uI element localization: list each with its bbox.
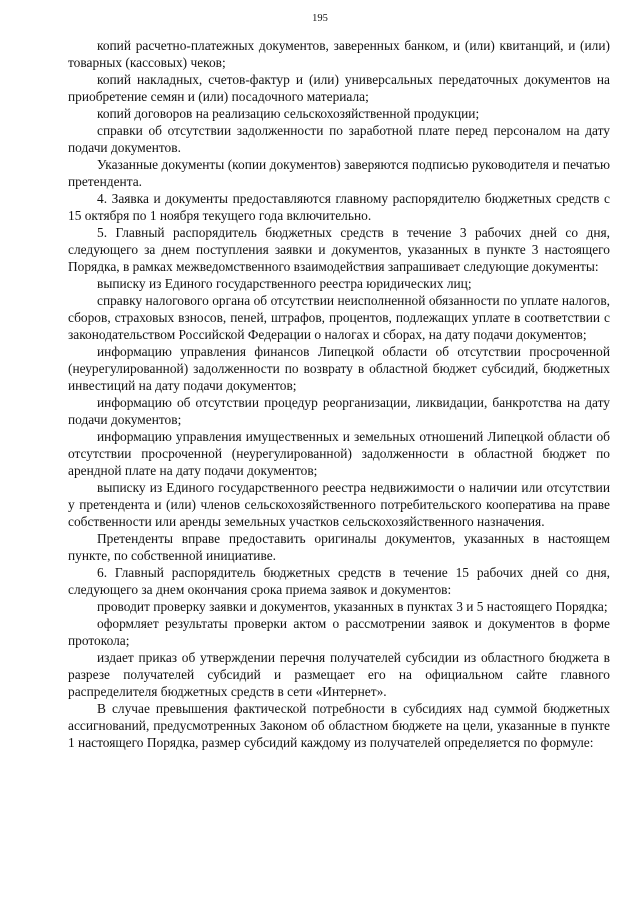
paragraph: 5. Главный распорядитель бюджетных средств в течение 3 рабочих дней со дня, следующего за днем поступления заявки и документов, указанных в пункте 3 настоящего Порядка, в рамках межведомственного взаимодействия запрашивает следующие документы: (68, 225, 610, 274)
paragraph: информацию управления имущественных и земельных отношений Липецкой области об отсутствии просроченной (неурегулированной) задолженности в областной бюджет по арендной плате на дату подачи документов; (68, 429, 610, 478)
paragraph: справку налогового органа об отсутствии неисполненной обязанности по уплате налогов, сборов, страховых взносов, пеней, штрафов, процентов, подлежащих уплате в соответствии с законодательством Российской Федерации о налогах и сборах, на дату подачи документов; (68, 293, 610, 342)
paragraph: копий договоров на реализацию сельскохозяйственной продукции; (97, 106, 480, 121)
paragraph: информацию управления финансов Липецкой области об отсутствии просроченной (неурегулированной) задолженности по возврату в областной бюджет субсидий, бюджетных инвестиций на дату подачи документов; (68, 344, 610, 393)
paragraph: информацию об отсутствии процедур реорганизации, ликвидации, банкротства на дату подачи документов; (68, 395, 610, 427)
page-number: 195 (312, 13, 328, 24)
paragraph: Претенденты вправе предоставить оригиналы документов, указанных в настоящем пункте, по собственной инициативе. (68, 531, 610, 563)
paragraph: 6. Главный распорядитель бюджетных средств в течение 15 рабочих дней со дня, следующего за днем окончания срока приема заявок и документов: (68, 565, 610, 597)
paragraph: выписку из Единого государственного реестра юридических лиц; (97, 276, 472, 291)
paragraph: проводит проверку заявки и документов, указанных в пунктах 3 и 5 настоящего Порядка; (97, 599, 608, 614)
document-body (68, 37, 610, 751)
paragraph: 4. Заявка и документы предоставляются главному распорядителю бюджетных средств с 15 октября по 1 ноября текущего года включительно. (68, 191, 610, 223)
paragraph: Указанные документы (копии документов) заверяются подписью руководителя и печатью претендента. (68, 157, 610, 189)
paragraph: издает приказ об утверждении перечня получателей субсидии из областного бюджета в разрезе получателей субсидий и размещает его на официальном сайте главного распределителя бюджетных средств в сети «Интернет». (68, 650, 610, 699)
paragraph: копий накладных, счетов-фактур и (или) универсальных передаточных документов на приобретение семян и (или) посадочного материала; (68, 72, 610, 104)
paragraph: справки об отсутствии задолженности по заработной плате перед персоналом на дату подачи документов. (68, 123, 610, 155)
paragraph: В случае превышения фактической потребности в субсидиях над суммой бюджетных ассигнований, предусмотренных Законом об областном бюджете на цели, указанные в пункте 1 настоящего Порядка, размер субсидий каждому из получателей определяется по формуле: (68, 701, 610, 750)
paragraph: оформляет результаты проверки актом о рассмотрении заявок и документов в форме протокола; (68, 616, 610, 648)
paragraph: копий расчетно-платежных документов, заверенных банком, и (или) квитанций, и (или) товарных (кассовых) чеков; (68, 38, 610, 70)
paragraph: выписку из Единого государственного реестра недвижимости о наличии или отсутствии у претендента и (или) членов сельскохозяйственного потребительского кооператива на праве собственности или аренды земельных участков сельскохозяйственного назначения. (68, 480, 610, 529)
